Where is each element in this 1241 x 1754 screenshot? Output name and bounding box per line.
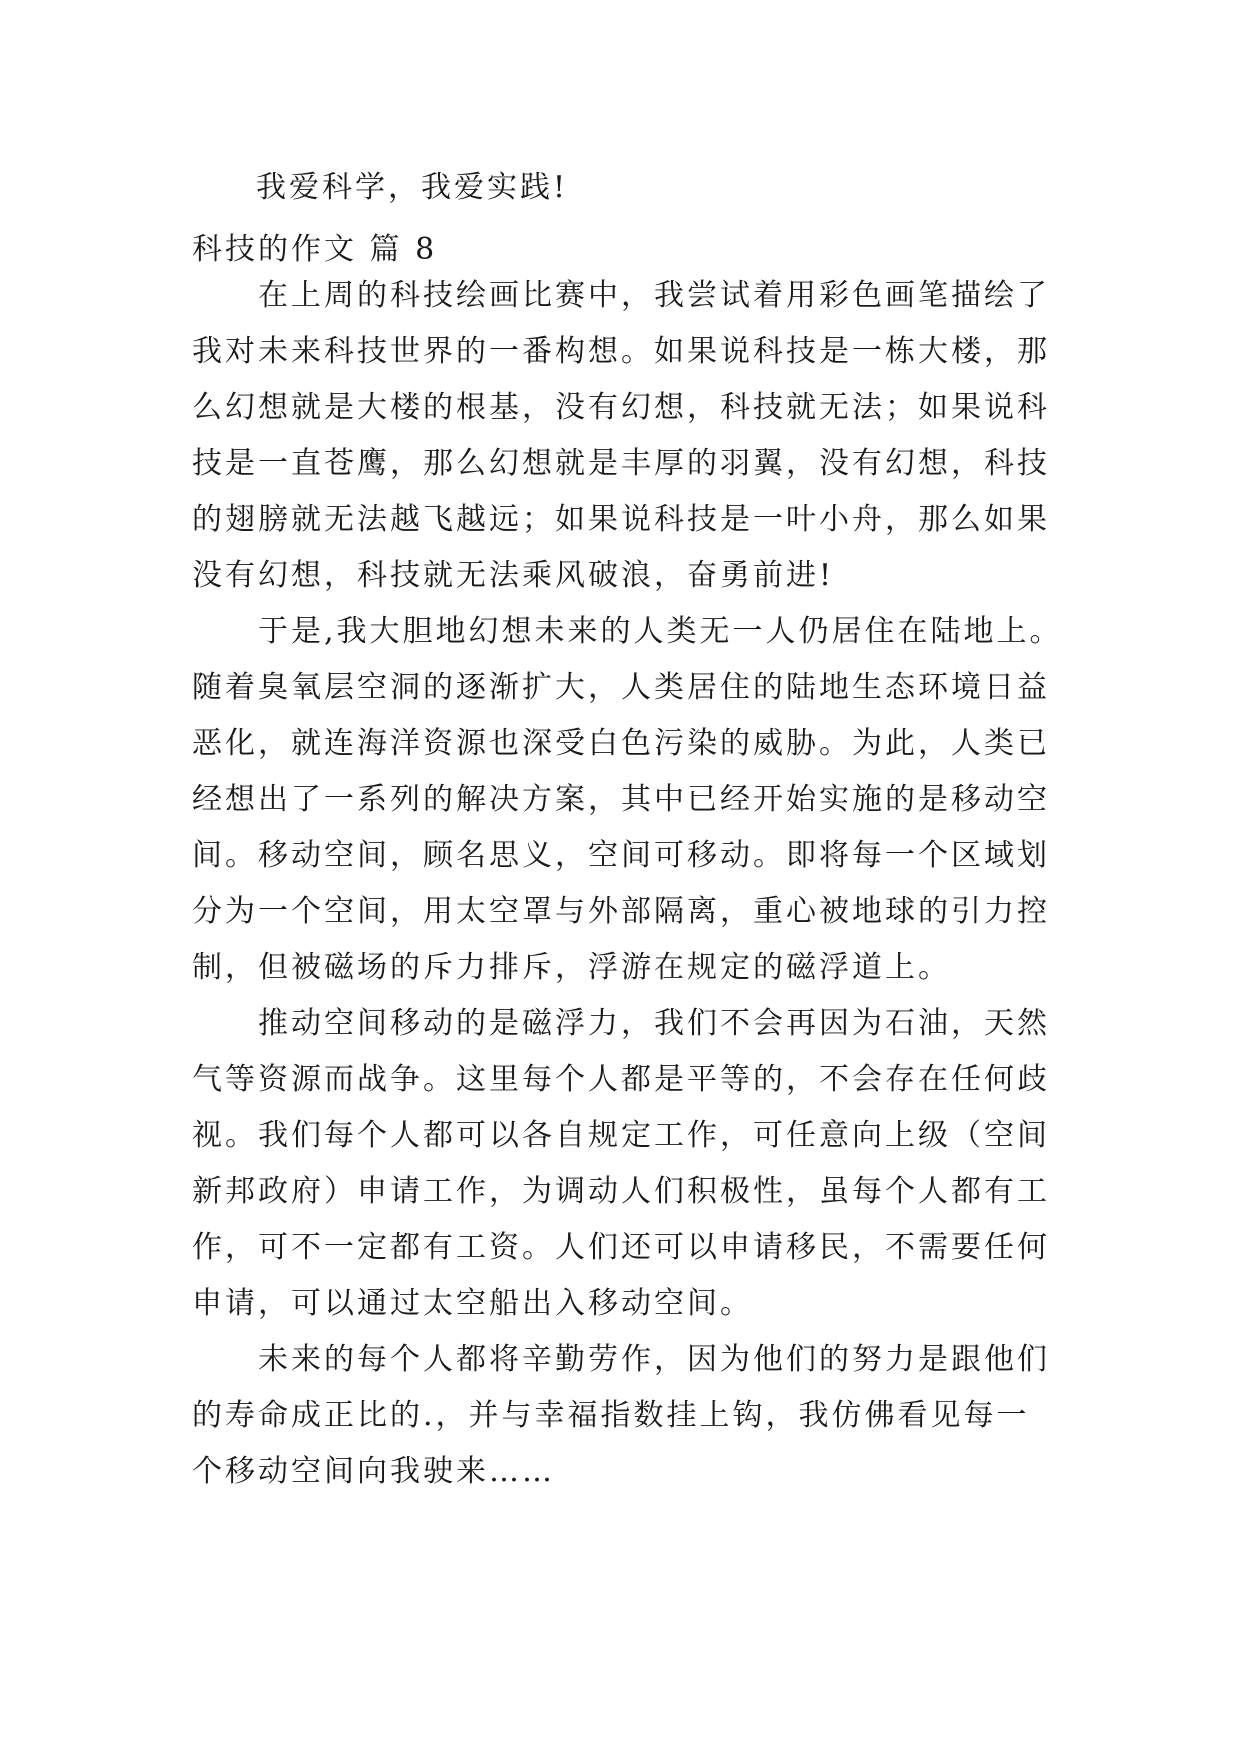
body-line: 的寿命成正比的.，并与幸福指数挂上钩，我仿佛看见每一 — [192, 1398, 1030, 1433]
body-line: 没有幻想，科技就无法乘风破浪，奋勇前进! — [192, 558, 835, 593]
body-line: 在上周的科技绘画比赛中，我尝试着用彩色画笔描绘了 — [192, 278, 1050, 313]
essay-body — [192, 268, 1063, 1500]
body-line: 于是,我大胆地幻想未来的人类无一人仍居住在陆地上。 — [192, 614, 1063, 649]
body-line: 随着臭氧层空洞的逐渐扩大，人类居住的陆地生态环境日益 — [192, 670, 1050, 705]
body-line: 的翅膀就无法越飞越远；如果说科技是一叶小舟，那么如果 — [192, 502, 1050, 537]
body-line: 分为一个空间，用太空罩与外部隔离，重心被地球的引力控 — [192, 894, 1050, 929]
body-line: 制，但被磁场的斥力排斥，浮游在规定的磁浮道上。 — [192, 950, 951, 985]
body-line: 申请，可以通过太空船出入移动空间。 — [192, 1286, 753, 1321]
closing-paragraph — [192, 160, 1050, 216]
body-line: 未来的每个人都将辛勤劳作，因为他们的努力是跟他们 — [192, 1342, 1050, 1377]
body-line: 我对未来科技世界的一番构想。如果说科技是一栋大楼，那 — [192, 334, 1050, 369]
body-line: 恶化，就连海洋资源也深受白色污染的威胁。为此，人类已 — [192, 726, 1050, 761]
body-line: 新邦政府）申请工作，为调动人们积极性，虽每个人都有工 — [192, 1174, 1050, 1209]
closing-line: 我爱科学，我爱实践! — [256, 170, 569, 205]
body-line: 推动空间移动的是磁浮力，我们不会再因为石油，天然 — [192, 1006, 1050, 1041]
body-line: 作，可不一定都有工资。人们还可以申请移民，不需要任何 — [192, 1230, 1050, 1265]
body-line: 视。我们每个人都可以各自规定工作，可任意向上级（空间 — [192, 1118, 1050, 1153]
body-line: 个移动空间向我驶来…… — [192, 1454, 555, 1489]
body-line: 么幻想就是大楼的根基，没有幻想，科技就无法；如果说科 — [192, 390, 1050, 425]
body-line: 经想出了一系列的解决方案，其中已经开始实施的是移动空 — [192, 782, 1050, 817]
body-line: 间。移动空间，顾名思义，空间可移动。即将每一个区域划 — [192, 838, 1050, 873]
body-line: 技是一直苍鹰，那么幻想就是丰厚的羽翼，没有幻想，科技 — [192, 446, 1050, 481]
heading-text: 科技的作文 篇 8 — [192, 232, 438, 267]
body-line: 气等资源而战争。这里每个人都是平等的，不会存在任何歧 — [192, 1062, 1050, 1097]
